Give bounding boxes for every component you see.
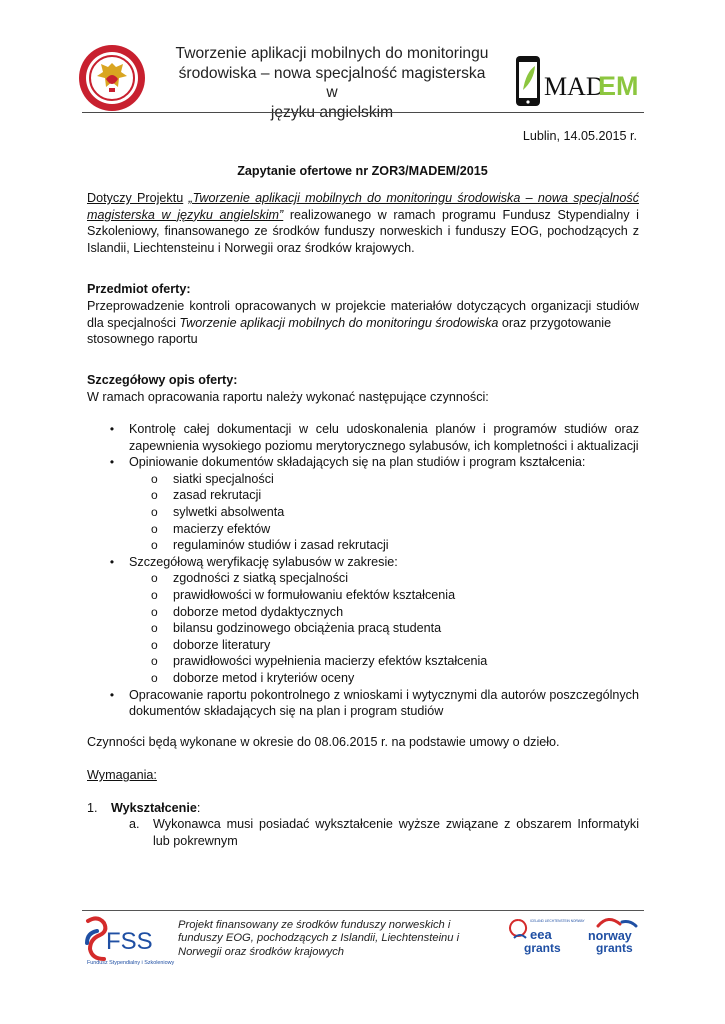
requirement-1a xyxy=(129,816,639,849)
footer-funding-note: Projekt finansowany ze środków funduszy norweskich i funduszy EOG, pochodzących z Islandii, Liechtensteinu i Norwegii oraz środków krajowych xyxy=(178,919,460,958)
timing-paragraph: Czynności będą wykonane w okresie do 08.06.2015 r. na podstawie umowy o dzieło. xyxy=(87,735,560,749)
details-subitem-text: prawidłowości w formułowaniu efektów kształcenia xyxy=(173,587,456,602)
sub-bullet-marker: o xyxy=(151,637,158,652)
sub-bullet-marker: o xyxy=(151,538,158,553)
sub-bullet-marker: o xyxy=(151,604,158,619)
details-subitem xyxy=(87,620,639,637)
bullet-marker: • xyxy=(109,422,115,436)
eea-logo-line1: eea xyxy=(530,927,552,942)
title-line-1: Tworzenie aplikacji mobilnych do monitoringu xyxy=(175,45,489,62)
norway-logo-line1: norway xyxy=(588,929,632,943)
sub-bullet-marker: o xyxy=(151,621,158,636)
details-subitem-text: macierzy efektów xyxy=(173,521,271,536)
details-subitem xyxy=(87,471,639,488)
details-subitem xyxy=(87,604,639,621)
details-subitem-text: sylwetki absolwenta xyxy=(173,504,285,519)
title-line-2: środowiska – nowa specjalność magisterska w xyxy=(178,64,486,101)
intro-paragraph xyxy=(87,190,639,256)
subject-paragraph xyxy=(87,298,639,348)
details-subitem xyxy=(87,653,639,670)
details-item xyxy=(87,554,639,687)
sub-bullet-marker: o xyxy=(151,654,158,669)
project-title xyxy=(172,44,492,122)
intro-rest: realizowanego w ramach programu Fundusz Stypendialny i Szkoleniowy, finansowanego ze środków funduszy norweskich i funduszy EOG, pochodzących z Islandii, Liechtensteinu i Norwegii oraz środków krajowych. xyxy=(87,207,639,255)
subject-text-after: oraz przygotowanie xyxy=(501,315,612,330)
fss-logo-caption: Fundusz Stypendialny i Szkoleniowy xyxy=(87,960,175,966)
intro-project-name: „Tworzenie aplikacji mobilnych do monitoringu środowiska – nowa specjalność magisterska w języku angielskim” xyxy=(87,191,640,222)
details-item xyxy=(87,421,639,454)
details-subitem xyxy=(87,487,639,504)
sub-bullet-marker: o xyxy=(151,488,158,503)
details-subitem xyxy=(87,521,639,538)
requirement-1-label: Wykształcenie xyxy=(111,801,197,815)
requirement-1 xyxy=(87,800,200,817)
norway-grants-logo xyxy=(584,914,646,956)
details-subitem-text: doborze metod i kryteriów oceny xyxy=(173,670,355,685)
details-subitem xyxy=(87,670,639,687)
details-subitem xyxy=(87,587,639,604)
details-sublist xyxy=(129,471,639,554)
details-item xyxy=(87,454,639,554)
sub-bullet-marker: o xyxy=(151,504,158,519)
details-item-text: Opracowanie raportu pokontrolnego z wnioskami i wytycznymi dla autorów poszczególnych dokumentów składających się na plan i program studiów xyxy=(129,687,639,719)
details-subitem-text: doborze literatury xyxy=(173,637,271,652)
date-line: Lublin, 14.05.2015 r. xyxy=(522,129,637,143)
requirement-1-colon: : xyxy=(196,801,201,815)
footer-divider xyxy=(82,910,644,911)
title-line-3: języku angielskim xyxy=(270,103,394,121)
details-subitem-text: prawidłowości wypełnienia macierzy efektów kształcenia xyxy=(173,654,488,669)
sub-bullet-marker: o xyxy=(151,670,158,685)
details-subitem xyxy=(87,570,639,587)
requirements-heading: Wymagania: xyxy=(87,768,157,782)
details-item-text: Kontrolę całej dokumentacji w celu udoskonalenia planów i programów studiów oraz zapewnienia wysokiego poziomu merytorycznego sylabusów, ich kompletności i aktualizacji xyxy=(129,422,639,453)
madem-logo-part2: EM xyxy=(598,71,639,101)
subject-text-last: stosownego raportu xyxy=(87,332,198,347)
bullet-marker: • xyxy=(109,687,115,702)
details-intro: W ramach opracowania raportu należy wykonać następujące czynności: xyxy=(87,390,489,404)
details-subitem-text: zasad rekrutacji xyxy=(173,488,262,503)
details-subitem-text: siatki specjalności xyxy=(173,471,274,486)
madem-logo xyxy=(514,54,644,110)
madem-logo-part1: MAD xyxy=(544,72,605,101)
details-subitem xyxy=(87,637,639,654)
details-list xyxy=(87,421,639,720)
details-subitem xyxy=(87,537,639,554)
details-subitem-text: regulaminów studiów i zasad rekrutacji xyxy=(173,538,389,553)
requirement-1a-letter: a. xyxy=(129,817,140,831)
university-seal-logo xyxy=(78,44,146,112)
details-subitem xyxy=(87,504,639,521)
details-subitem-text: zgodności z siatką specjalności xyxy=(173,571,349,586)
details-sublist xyxy=(129,570,639,686)
eea-logo-small: ICELAND LIECHTENSTEIN NORWAY xyxy=(530,919,585,923)
details-item xyxy=(87,687,639,720)
sub-bullet-marker: o xyxy=(151,571,158,586)
sub-bullet-marker: o xyxy=(151,471,158,486)
details-item-text: Opiniowanie dokumentów składających się na plan studiów i program kształcenia: xyxy=(129,455,586,470)
eea-logo-line2: grants xyxy=(524,941,561,955)
subject-heading: Przedmiot oferty: xyxy=(87,282,191,296)
subject-specialty: Tworzenie aplikacji mobilnych do monitoringu środowiska xyxy=(179,315,499,330)
requirement-1a-text: Wykonawca musi posiadać wykształcenie wyższe związane z obszarem Informatyki lub pokrewnym xyxy=(153,817,639,848)
bullet-marker: • xyxy=(109,554,115,569)
details-item-text: Szczegółową weryfikację sylabusów w zakresie: xyxy=(129,554,398,569)
eea-grants-logo xyxy=(510,914,585,956)
fss-logo-letters: FSS xyxy=(106,928,153,955)
header-divider xyxy=(82,112,644,113)
subject-text-before: Przeprowadzenie kontroli opracowanych w projekcie materiałów dotyczących organizacji studiów dla specjalności xyxy=(87,299,639,330)
details-heading: Szczegółowy opis oferty: xyxy=(87,373,238,387)
sub-bullet-marker: o xyxy=(151,587,158,602)
sub-bullet-marker: o xyxy=(151,521,158,536)
fss-logo xyxy=(84,915,175,967)
inquiry-title: Zapytanie ofertowe nr ZOR3/MADEM/2015 xyxy=(237,164,488,178)
requirement-1-number: 1. xyxy=(87,801,98,815)
norway-logo-line2: grants xyxy=(596,941,633,955)
details-subitem-text: doborze metod dydaktycznych xyxy=(173,604,344,619)
details-subitem-text: bilansu godzinowego obciążenia pracą studenta xyxy=(173,621,442,636)
intro-prefix: Dotyczy Projektu xyxy=(87,191,184,205)
bullet-marker: • xyxy=(109,455,115,470)
